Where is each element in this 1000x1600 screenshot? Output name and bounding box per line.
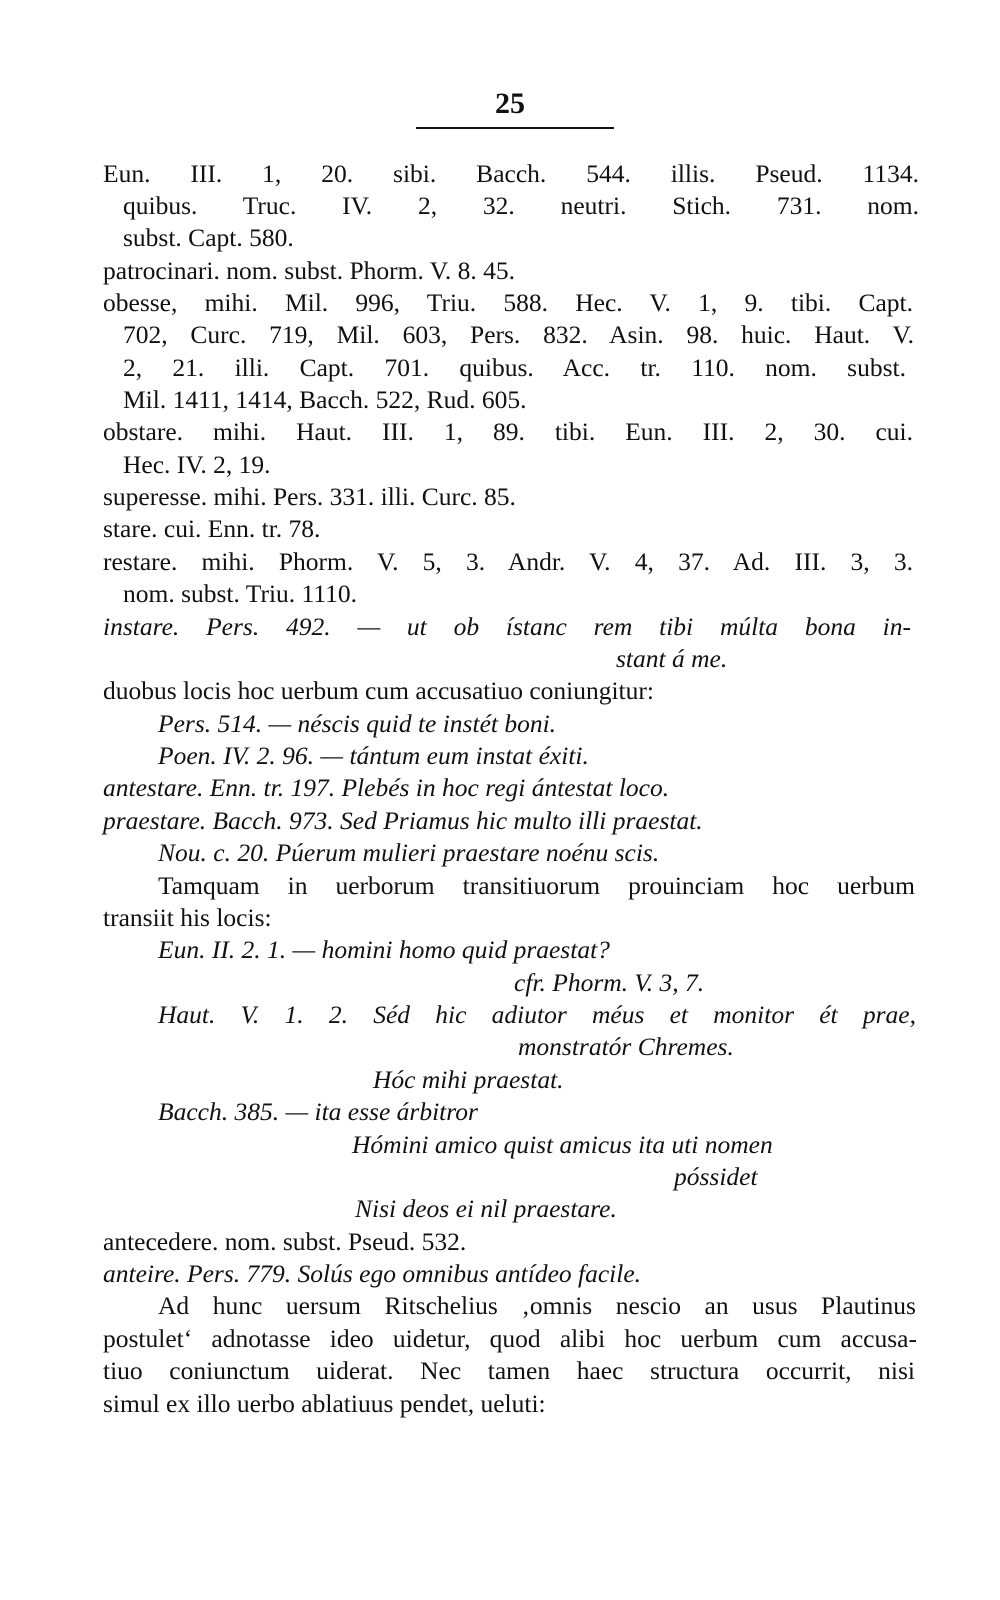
verse-line: Eun. II. 2. 1. — homini homo quid praestat?	[158, 935, 610, 964]
text-line: stare. cui. Enn. tr. 78.	[103, 514, 321, 543]
text-line: simul ex illo uerbo ablatiuus pendet, ueluti:	[103, 1389, 546, 1418]
text-line: Hec. IV. 2, 19.	[123, 450, 271, 479]
text-line: Eun. III. 1, 20. sibi. Bacch. 544. illis. Pseud. 1134.	[103, 159, 919, 188]
text-line: superesse. mihi. Pers. 331. illi. Curc. 85.	[103, 482, 516, 511]
verse-line: Pers. 514. — néscis quid te instét boni.	[158, 709, 557, 738]
verse-line: póssidet	[674, 1162, 758, 1191]
text-line: postulet‘ adnotasse ideo uidetur, quod alibi hoc uerbum cum accusa-	[103, 1324, 917, 1353]
text-line: nom. subst. Triu. 1110.	[123, 579, 358, 608]
text-line: obstare. mihi. Haut. III. 1, 89. tibi. Eun. III. 2, 30. cui.	[103, 417, 913, 446]
text-line: 2, 21. illi. Capt. 701. quibus. Acc. tr. 110. nom. subst.	[123, 353, 906, 382]
text-line: quibus. Truc. IV. 2, 32. neutri. Stich. 731. nom.	[123, 191, 919, 220]
verse-line: Poen. IV. 2. 96. — tántum eum instat éxiti.	[158, 741, 589, 770]
text-line: tiuo coniunctum uiderat. Nec tamen haec structura occurrit, nisi	[103, 1356, 915, 1385]
verse-line: Nou. c. 20. Púerum mulieri praestare noénu scis.	[158, 838, 660, 867]
verse-line: Hómini amico quist amicus ita uti nomen	[352, 1130, 773, 1159]
verse-line: stant á me.	[616, 644, 728, 673]
text-line: obesse, mihi. Mil. 996, Triu. 588. Hec. V. 1, 9. tibi. Capt.	[103, 288, 913, 317]
text-line: 702, Curc. 719, Mil. 603, Pers. 832. Asin. 98. huic. Haut. V.	[123, 320, 914, 349]
verse-line: Haut. V. 1. 2. Séd hic adiutor méus et monitor ét prae,	[158, 1000, 916, 1029]
text-line: duobus locis hoc uerbum cum accusatiuo coniungitur:	[103, 676, 654, 705]
page-number: 25	[495, 87, 525, 120]
verse-line: Hóc mihi praestat.	[373, 1065, 564, 1094]
header-rule	[416, 127, 614, 129]
verse-line: cfr. Phorm. V. 3, 7.	[514, 968, 705, 997]
text-line: Ad hunc uersum Ritschelius ‚omnis nescio an usus Plautinus	[158, 1291, 916, 1320]
text-line: patrocinari. nom. subst. Phorm. V. 8. 45.	[103, 256, 516, 285]
verse-line: anteire. Pers. 779. Solús ego omnibus antídeo facile.	[103, 1259, 642, 1288]
verse-line: praestare. Bacch. 973. Sed Priamus hic multo illi praestat.	[103, 806, 703, 835]
verse-line: Bacch. 385. — ita esse árbitror	[158, 1097, 478, 1126]
text-line: Tamquam in uerborum transitiuorum prouinciam hoc uerbum	[158, 871, 915, 900]
verse-line: instare. Pers. 492. — ut ob ístanc rem tibi múlta bona in-	[103, 612, 911, 641]
text-line: restare. mihi. Phorm. V. 5, 3. Andr. V. 4, 37. Ad. III. 3, 3.	[103, 547, 913, 576]
text-line: transiit his locis:	[103, 903, 272, 932]
verse-line: Nisi deos ei nil praestare.	[355, 1194, 617, 1223]
verse-line: monstratór Chremes.	[518, 1032, 734, 1061]
verse-line: antestare. Enn. tr. 197. Plebés in hoc regi ántestat loco.	[103, 773, 670, 802]
text-line: subst. Capt. 580.	[123, 223, 294, 252]
text-line: antecedere. nom. subst. Pseud. 532.	[103, 1227, 467, 1256]
text-line: Mil. 1411, 1414, Bacch. 522, Rud. 605.	[123, 385, 527, 414]
